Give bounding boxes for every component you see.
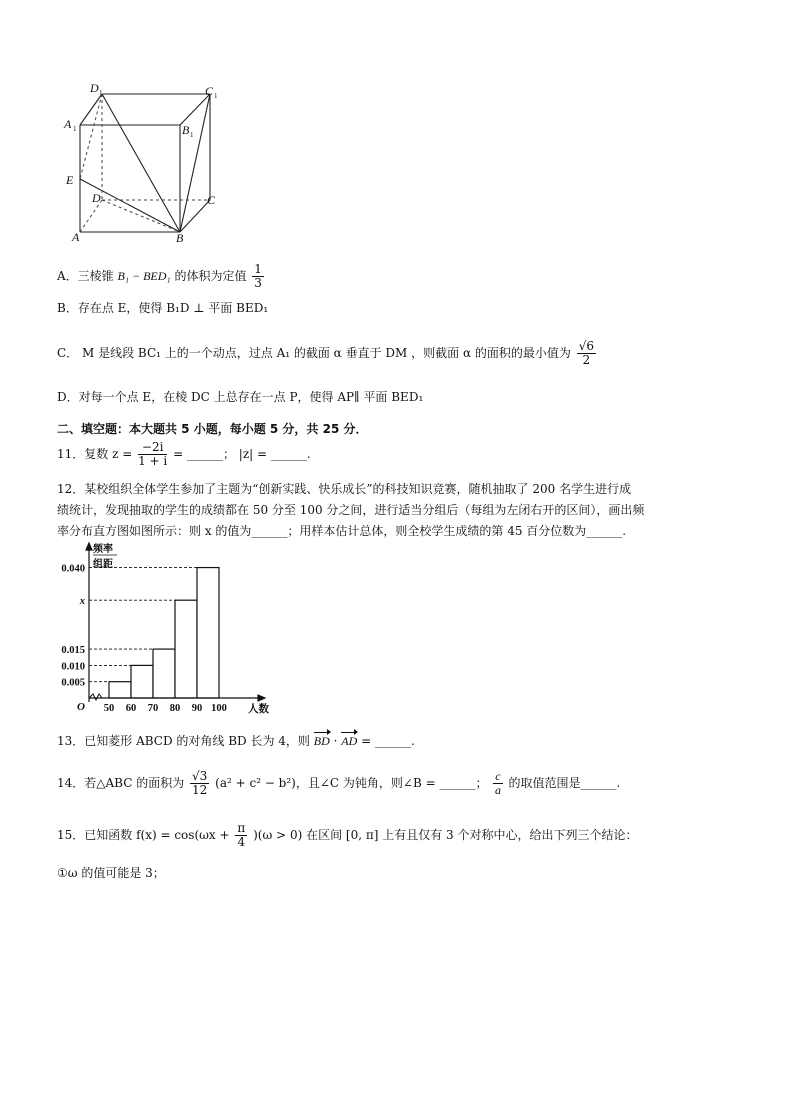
q14-fraction: $\frac{√3}{12}$ bbox=[192, 769, 208, 797]
label-C1: C bbox=[205, 84, 214, 98]
question-15 bbox=[57, 822, 637, 849]
label-sub: 1 bbox=[73, 125, 77, 133]
q15-post: )(ω > 0) 在区间 [0, π] 上有且仅有 3 个对称中心，给出下列三个结论： bbox=[253, 828, 638, 842]
xtick-label-60: 60 bbox=[125, 703, 137, 714]
section-title: 二、填空题：本大题共 5 小题，每小题 5 分，共 25 分． bbox=[57, 422, 368, 436]
label-sub: 1 bbox=[214, 92, 218, 100]
q13-post: = ______. bbox=[361, 734, 415, 748]
cube-figure bbox=[55, 82, 235, 250]
ytick-label-4: 0.040 bbox=[61, 563, 85, 575]
label-B1: B bbox=[182, 123, 190, 137]
label-A: A bbox=[72, 230, 80, 244]
histogram-bar-90-100 bbox=[197, 568, 219, 698]
q14-expr: (a² + c² − b²)，且∠C 为钝角，则∠B = ______； bbox=[215, 776, 488, 790]
q11-post1: = ______； bbox=[173, 447, 235, 461]
option-a-expr: B₁ − BED₁ bbox=[117, 269, 171, 283]
label-C: C bbox=[207, 193, 216, 207]
histogram-bar-80-90 bbox=[175, 600, 197, 698]
question-12-line2: 绩统计，发现抽取的学生的成绩都在 50 分至 100 分之间，进行适当分组后（每组为左闭右开的区间），画出频 bbox=[57, 503, 645, 517]
ytick-label-3: x bbox=[79, 596, 85, 608]
q13-text: 13．已知菱形 ABCD 的对角线 BD 长为 4，则 bbox=[57, 734, 310, 748]
label-E: E bbox=[66, 173, 74, 187]
option-d: D．对每一个点 E，在棱 DC 上总存在一点 P，使得 AP∥ 平面 BED₁ bbox=[57, 390, 424, 404]
q11-fraction: $\frac{-2i}{1 + i}$ bbox=[138, 440, 168, 468]
option-c bbox=[57, 340, 598, 367]
histogram-bar-50-60 bbox=[109, 682, 131, 698]
histogram-bar-70-80 bbox=[153, 649, 175, 698]
x-axis-arrow bbox=[258, 695, 265, 701]
ytick-label-1: 0.010 bbox=[61, 661, 85, 673]
q13-vector-bd: BD bbox=[313, 734, 330, 748]
q11-pre: 11．复数 z = bbox=[57, 447, 133, 461]
xtick-label-100: 100 bbox=[211, 703, 227, 714]
option-a-prefix: A．三棱锥 bbox=[57, 269, 114, 283]
y-axis-arrow bbox=[86, 543, 92, 550]
ytick-label-2: 0.015 bbox=[61, 645, 85, 657]
ytick-label-0: 0.005 bbox=[61, 677, 85, 689]
axis-break-mark bbox=[89, 694, 102, 700]
label-sub: 1 bbox=[99, 89, 103, 97]
xlabel: 人数 bbox=[248, 704, 269, 715]
ylabel-top: 频率 bbox=[93, 544, 113, 555]
q14-ratio: $\frac{c}{a}$ bbox=[494, 769, 501, 797]
label-A1: A bbox=[64, 117, 72, 131]
question-12-line3: 率分布直方图如图所示：则 x 的值为______；用样本估计总体，则全校学生成绩的第 45 百分位数为______. bbox=[57, 524, 627, 538]
histogram-bar-60-70 bbox=[131, 665, 153, 698]
question-14 bbox=[57, 770, 620, 797]
xtick-label-90: 90 bbox=[191, 703, 203, 714]
xtick-label-70: 70 bbox=[147, 703, 159, 714]
option-a-mid: 的体积为定值 bbox=[174, 269, 247, 283]
option-a-fraction: $\frac{1}{3}$ bbox=[254, 262, 262, 290]
option-c-fraction: $\frac{√6}{2}$ bbox=[578, 339, 594, 367]
q15-fraction: $\frac{\pi}{4}$ bbox=[237, 821, 246, 849]
q11-post2: |z| = ______. bbox=[238, 447, 311, 461]
origin-label: O bbox=[77, 701, 85, 713]
frequency-histogram bbox=[55, 540, 285, 715]
xtick-label-80: 80 bbox=[169, 703, 181, 714]
label-D: D bbox=[92, 191, 101, 205]
label-D1: D bbox=[90, 82, 99, 95]
question-11 bbox=[57, 441, 311, 468]
q13-vector-ad: AD bbox=[341, 734, 358, 748]
question-15-item-1: ①ω 的值可能是 3； bbox=[57, 866, 165, 880]
option-c-text: C． M 是线段 BC₁ 上的一个动点，过点 A₁ 的截面 α 垂直于 DM ，则截面 α 的面积的最小值为 bbox=[57, 346, 571, 360]
xtick-label-50: 50 bbox=[103, 703, 115, 714]
label-sub: 1 bbox=[190, 131, 194, 139]
ylabel-bottom: 组距 bbox=[93, 559, 113, 570]
question-13 bbox=[57, 733, 415, 749]
question-12-line1: 12．某校组织全体学生参加了主题为“创新实践、快乐成长”的科技知识竞赛，随机抽取了 200 名学生进行成 bbox=[57, 482, 632, 496]
option-a bbox=[57, 263, 266, 290]
q13-dot: · bbox=[333, 734, 338, 748]
q15-pre: 15．已知函数 f(x) = cos(ωx + bbox=[57, 828, 230, 842]
option-b: B．存在点 E，使得 B₁D ⊥ 平面 BED₁ bbox=[57, 301, 269, 315]
q14-post: 的取值范围是______. bbox=[508, 776, 621, 790]
q14-pre: 14．若△ABC 的面积为 bbox=[57, 776, 185, 790]
label-B: B bbox=[176, 231, 184, 245]
